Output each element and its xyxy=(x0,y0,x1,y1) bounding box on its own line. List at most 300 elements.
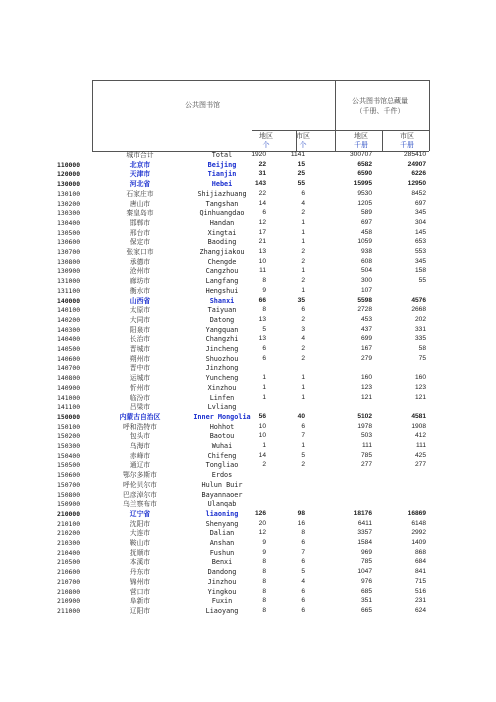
table-row xyxy=(0,499,496,509)
libraries-city-level: 9 xyxy=(262,539,266,546)
table-row xyxy=(0,354,496,364)
region-name-en: Jinzhong xyxy=(205,364,239,373)
region-code: 210200 xyxy=(57,529,81,538)
region-name-cn: 长治市 xyxy=(129,335,151,344)
region-name-en: Baotou xyxy=(209,432,235,441)
libraries-city-level: 11 xyxy=(259,267,266,275)
libraries-county-level: 6 xyxy=(301,306,305,314)
libraries-city-level: 10 xyxy=(258,432,266,440)
libraries-county-level: 1 xyxy=(301,218,305,226)
collection-city-level: 6590 xyxy=(357,170,372,178)
table-row xyxy=(0,519,496,529)
region-name-en: Benxi xyxy=(211,558,233,567)
collection-county-level: 8452 xyxy=(411,189,426,197)
collection-city-level: 277 xyxy=(360,461,372,469)
region-code: 150200 xyxy=(57,432,81,441)
table-row xyxy=(0,286,496,296)
region-name-en: Chifeng xyxy=(207,451,237,460)
table-row xyxy=(0,363,496,373)
region-name-en: Hulun Buir xyxy=(201,480,243,489)
region-name-cn: 鄂尔多斯市 xyxy=(123,471,157,480)
table-row xyxy=(0,199,496,209)
region-name-cn: 唐山市 xyxy=(129,199,151,208)
libraries-county-level: 4 xyxy=(301,335,305,343)
header-libraries: 公共图书馆 xyxy=(185,101,220,109)
region-code: 140200 xyxy=(57,315,81,324)
header-subdivider-2 xyxy=(382,130,383,151)
libraries-city-level: 8 xyxy=(262,597,266,605)
region-name-cn: 河北省 xyxy=(129,180,151,189)
region-code: 150500 xyxy=(57,461,81,470)
region-name-cn: 阳泉市 xyxy=(129,325,151,334)
region-code: 130300 xyxy=(57,209,81,218)
region-name-en: Yingkou xyxy=(207,587,237,596)
collection-city-level: 6411 xyxy=(357,519,372,527)
region-name-en: Shuozhou xyxy=(205,354,239,363)
libraries-city-level: 66 xyxy=(258,296,266,304)
region-name-en: Liaoyang xyxy=(205,606,239,615)
collection-city-level: 1047 xyxy=(357,568,372,576)
libraries-city-level: 2 xyxy=(262,461,266,469)
table-row xyxy=(0,441,496,451)
region-code: 140400 xyxy=(57,335,81,344)
collection-city-level: 279 xyxy=(360,354,372,362)
collection-city-level: 1978 xyxy=(357,422,372,430)
region-name-cn: 城市合计 xyxy=(126,151,154,159)
region-name-cn: 辽宁省 xyxy=(129,509,151,518)
collection-city-level: 107 xyxy=(360,286,372,294)
region-name-en: Hengshui xyxy=(205,286,239,295)
collection-city-level: 123 xyxy=(360,383,372,391)
region-name-en: Tianjin xyxy=(207,170,237,179)
region-name-cn: 鞍山市 xyxy=(129,539,151,547)
region-name-cn: 乌海市 xyxy=(129,442,151,450)
table-row xyxy=(0,373,496,383)
region-name-en: Datong xyxy=(209,315,235,324)
collection-city-level: 504 xyxy=(360,267,372,275)
region-code: 150400 xyxy=(57,451,81,460)
region-name-cn: 衡水市 xyxy=(129,286,151,295)
region-name-en: Erdos xyxy=(211,471,233,480)
region-code: 210500 xyxy=(57,558,81,567)
collection-city-level: 5102 xyxy=(357,412,372,420)
region-name-en: Lvliang xyxy=(207,403,237,412)
libraries-county-level: 4 xyxy=(301,577,305,585)
region-code: 110000 xyxy=(57,160,81,169)
collection-county-level: 111 xyxy=(415,442,426,449)
libraries-county-level: 1 xyxy=(301,383,305,391)
libraries-city-level: 8 xyxy=(262,568,266,576)
collection-city-level: 300 xyxy=(360,277,372,285)
region-code: 130000 xyxy=(57,180,81,189)
libraries-city-level: 8 xyxy=(262,558,266,566)
collection-county-level: 4581 xyxy=(411,412,426,420)
region-code: 140000 xyxy=(57,296,81,305)
libraries-county-level: 7 xyxy=(301,432,305,440)
region-name-cn: 运城市 xyxy=(129,374,151,383)
region-name-cn: 吕梁市 xyxy=(129,403,151,412)
table-row xyxy=(0,577,496,587)
region-code: 120000 xyxy=(57,170,81,179)
collection-city-level: 437 xyxy=(360,325,372,333)
libraries-county-level: 4 xyxy=(301,199,305,207)
collection-city-level: 697 xyxy=(360,218,372,226)
region-name-cn: 秦皇岛市 xyxy=(126,209,154,218)
libraries-city-level: 1 xyxy=(262,442,266,449)
region-code: 130700 xyxy=(57,248,81,256)
libraries-city-level: 21 xyxy=(258,238,266,246)
region-name-en: Linfen xyxy=(209,393,235,402)
region-name-en: Shijiazhuang xyxy=(197,189,247,198)
region-name-en: Baoding xyxy=(207,238,237,247)
region-name-cn: 天津市 xyxy=(129,170,151,179)
collection-county-level: 285410 xyxy=(403,151,426,158)
collection-county-level: 24907 xyxy=(407,160,426,168)
collection-city-level: 9530 xyxy=(357,189,372,197)
sub-header-county-2: 市区 xyxy=(400,132,414,140)
region-name-en: Beijing xyxy=(207,160,237,169)
region-code: 150900 xyxy=(57,500,81,509)
libraries-city-level: 22 xyxy=(258,160,266,168)
libraries-city-level: 14 xyxy=(258,451,266,459)
libraries-city-level: 14 xyxy=(258,199,266,207)
collection-county-level: 653 xyxy=(414,238,426,246)
region-name-cn: 临汾市 xyxy=(129,393,151,402)
collection-county-level: 304 xyxy=(414,218,426,226)
region-name-en: Wuhai xyxy=(211,442,233,450)
region-name-cn: 通辽市 xyxy=(129,461,151,470)
collection-county-level: 12950 xyxy=(407,180,426,188)
collection-city-level: 665 xyxy=(360,606,372,614)
libraries-city-level: 8 xyxy=(262,306,266,314)
collection-county-level: 553 xyxy=(414,248,426,255)
table-row xyxy=(0,596,496,606)
libraries-city-level: 1 xyxy=(262,383,266,391)
region-name-cn: 呼和浩特市 xyxy=(123,422,157,431)
region-name-en: Chengde xyxy=(207,257,237,266)
sub-header-city-1: 地区 xyxy=(259,132,273,140)
libraries-city-level: 12 xyxy=(258,529,266,537)
region-code: 150800 xyxy=(57,490,81,499)
collection-city-level: 2728 xyxy=(357,306,372,314)
libraries-county-level: 16 xyxy=(297,519,305,527)
collection-city-level: 121 xyxy=(360,393,372,401)
region-name-en: Dalian xyxy=(209,529,235,538)
libraries-city-level: 6 xyxy=(262,345,266,352)
table-row xyxy=(0,606,496,616)
table-row xyxy=(0,538,496,548)
sub-header-city-2: 地区 xyxy=(354,132,368,140)
libraries-city-level: 56 xyxy=(258,412,266,420)
region-name-cn: 邯郸市 xyxy=(129,218,151,227)
region-name-cn: 沈阳市 xyxy=(129,519,151,528)
table-row xyxy=(0,247,496,257)
collection-county-level: 345 xyxy=(414,257,426,265)
region-code: 140900 xyxy=(57,383,81,392)
table-row xyxy=(0,528,496,538)
unit-volumes-2: 千册 xyxy=(400,141,414,149)
region-name-en: Hohhot xyxy=(209,422,235,431)
region-name-en: liaoning xyxy=(205,509,239,518)
region-name-cn: 阜新市 xyxy=(129,597,151,606)
libraries-city-level: 20 xyxy=(258,519,266,527)
region-code: 210700 xyxy=(57,577,81,586)
libraries-county-level: 6 xyxy=(301,606,305,614)
libraries-city-level: 8 xyxy=(262,577,266,585)
table-row xyxy=(0,179,496,189)
collection-county-level: 145 xyxy=(414,228,426,236)
collection-county-level: 516 xyxy=(414,587,426,595)
region-code: 130500 xyxy=(57,228,81,237)
region-name-en: Bayannaoer xyxy=(201,490,243,499)
libraries-city-level: 10 xyxy=(258,257,266,265)
region-name-cn: 锦州市 xyxy=(129,577,151,586)
region-name-cn: 廊坊市 xyxy=(129,277,151,286)
collection-county-level: 2668 xyxy=(411,306,426,314)
region-name-en: Qinhuangdao xyxy=(199,209,245,218)
libraries-county-level: 2 xyxy=(301,461,305,469)
table-row xyxy=(0,480,496,490)
region-name-en: Yuncheng xyxy=(205,374,239,383)
libraries-county-level: 6 xyxy=(301,539,305,546)
table-row xyxy=(0,557,496,567)
collection-county-level: 335 xyxy=(414,335,426,343)
libraries-city-level: 13 xyxy=(258,248,266,255)
region-name-cn: 承德市 xyxy=(129,257,151,266)
libraries-city-level: 8 xyxy=(262,587,266,595)
table-row xyxy=(0,548,496,558)
table-row xyxy=(0,334,496,344)
region-code: 140800 xyxy=(57,374,81,383)
table-row xyxy=(0,431,496,441)
region-code: 210300 xyxy=(57,539,81,547)
collection-city-level: 1205 xyxy=(357,199,372,207)
region-name-en: Fushun xyxy=(209,548,235,557)
collection-county-level: 697 xyxy=(414,199,426,207)
region-name-en: Tongliao xyxy=(205,461,239,470)
table-row xyxy=(0,325,496,335)
libraries-city-level: 126 xyxy=(254,509,266,517)
collection-city-level: 699 xyxy=(360,335,372,343)
libraries-county-level: 1 xyxy=(301,228,305,236)
libraries-county-level: 15 xyxy=(297,160,305,168)
libraries-city-level: 8 xyxy=(262,606,266,614)
region-name-en: Cangzhou xyxy=(205,267,239,276)
libraries-county-level: 1 xyxy=(301,442,305,449)
collection-county-level: 6226 xyxy=(411,170,426,178)
collection-county-level: 277 xyxy=(414,461,426,469)
region-code: 130100 xyxy=(57,189,81,198)
collection-city-level: 453 xyxy=(360,315,372,323)
libraries-county-level: 7 xyxy=(301,548,305,556)
region-name-cn: 丹东市 xyxy=(129,568,151,577)
libraries-county-level: 2 xyxy=(301,209,305,217)
region-code: 140100 xyxy=(57,306,81,315)
table-row xyxy=(0,208,496,218)
header-border-left xyxy=(92,80,93,151)
collection-city-level: 589 xyxy=(360,209,372,217)
region-code: 130800 xyxy=(57,257,81,266)
header-border-middle xyxy=(335,80,336,151)
region-name-cn: 乌兰察布市 xyxy=(123,500,157,509)
table-row xyxy=(0,305,496,315)
region-name-cn: 太原市 xyxy=(129,306,151,315)
collection-county-level: 412 xyxy=(414,432,426,440)
region-name-cn: 营口市 xyxy=(129,587,151,596)
region-code: 210900 xyxy=(57,597,81,606)
region-code: 150300 xyxy=(57,442,81,450)
table-row xyxy=(0,451,496,461)
table-row xyxy=(0,228,496,238)
header-border-top xyxy=(92,80,429,81)
collection-city-level: 15995 xyxy=(353,180,372,188)
collection-city-level: 1059 xyxy=(357,238,372,246)
libraries-county-level: 2 xyxy=(301,277,305,285)
region-code: 131100 xyxy=(57,286,81,295)
region-name-en: Total xyxy=(211,151,233,159)
table-row xyxy=(0,276,496,286)
collection-county-level: 1409 xyxy=(411,539,426,546)
region-name-en: Anshan xyxy=(209,539,235,547)
table-row xyxy=(0,344,496,354)
table-row xyxy=(0,412,496,422)
region-name-en: Yangquan xyxy=(205,325,239,334)
collection-city-level: 785 xyxy=(360,451,372,459)
table-row xyxy=(0,509,496,519)
libraries-city-level: 1920 xyxy=(251,151,266,158)
region-name-cn: 忻州市 xyxy=(129,383,151,392)
region-name-en: Inner Mongolia xyxy=(193,412,251,421)
collection-city-level: 5598 xyxy=(357,296,372,304)
collection-city-level: 18176 xyxy=(353,509,372,517)
libraries-county-level: 35 xyxy=(297,296,305,304)
region-code: 130600 xyxy=(57,238,81,247)
table-row xyxy=(0,567,496,577)
collection-county-level: 160 xyxy=(414,374,426,382)
table-row xyxy=(0,587,496,597)
libraries-city-level: 143 xyxy=(254,180,266,188)
collection-city-level: 3357 xyxy=(357,529,372,537)
table-row xyxy=(0,422,496,432)
region-name-en: Tangshan xyxy=(205,199,239,208)
libraries-county-level: 55 xyxy=(297,180,305,188)
collection-county-level: 55 xyxy=(418,277,426,285)
collection-city-level: 167 xyxy=(360,345,372,352)
region-code: 130200 xyxy=(57,199,81,208)
region-code: 140600 xyxy=(57,354,81,363)
libraries-city-level: 1 xyxy=(262,374,266,382)
region-name-cn: 大连市 xyxy=(129,529,151,538)
table-row xyxy=(0,460,496,470)
libraries-county-level: 2 xyxy=(301,315,305,323)
region-name-cn: 石家庄市 xyxy=(126,189,154,198)
region-code: 150700 xyxy=(57,480,81,489)
libraries-county-level: 2 xyxy=(301,248,305,255)
libraries-county-level: 98 xyxy=(297,509,305,517)
header-collection xyxy=(340,96,420,116)
region-code: 210100 xyxy=(57,519,81,528)
region-name-cn: 张家口市 xyxy=(126,248,154,256)
collection-county-level: 624 xyxy=(414,606,426,614)
table-row xyxy=(0,218,496,228)
collection-county-level: 425 xyxy=(414,451,426,459)
libraries-city-level: 12 xyxy=(258,218,266,226)
region-name-en: Xinzhou xyxy=(207,383,237,392)
collection-county-level: 58 xyxy=(418,345,426,352)
region-name-en: Xingtai xyxy=(207,228,237,237)
region-code: 141000 xyxy=(57,393,81,402)
region-name-en: Zhangjiakou xyxy=(199,248,245,256)
region-code: 140300 xyxy=(57,325,81,334)
libraries-county-level: 5 xyxy=(301,568,305,576)
libraries-city-level: 5 xyxy=(262,325,266,333)
region-name-cn: 保定市 xyxy=(129,238,151,247)
region-name-en: Langfang xyxy=(205,277,239,286)
table-row xyxy=(0,257,496,267)
libraries-city-level: 13 xyxy=(258,315,266,323)
libraries-county-level: 6 xyxy=(301,422,305,430)
libraries-county-level: 25 xyxy=(297,170,305,178)
collection-city-level: 969 xyxy=(360,548,372,556)
table-row xyxy=(0,315,496,325)
collection-city-level: 503 xyxy=(360,432,372,440)
collection-city-level: 685 xyxy=(360,587,372,595)
region-name-en: Ulanqab xyxy=(207,500,237,509)
collection-county-level: 868 xyxy=(414,548,426,556)
region-code: 140500 xyxy=(57,345,81,353)
table-row xyxy=(0,402,496,412)
region-name-cn: 巴彦淖尔市 xyxy=(123,490,157,499)
region-name-cn: 内蒙古自治区 xyxy=(119,412,161,421)
collection-city-level: 938 xyxy=(360,248,372,255)
region-name-en: Fuxin xyxy=(211,597,233,606)
collection-county-level: 121 xyxy=(414,393,426,401)
libraries-county-level: 1 xyxy=(301,374,305,382)
region-code: 141100 xyxy=(57,403,81,412)
region-name-en: Taiyuan xyxy=(207,306,237,315)
table-row xyxy=(0,237,496,247)
collection-city-level: 458 xyxy=(360,228,372,236)
region-code: 150100 xyxy=(57,422,81,431)
region-code: 211000 xyxy=(57,606,81,615)
libraries-city-level: 10 xyxy=(258,422,266,430)
collection-county-level: 345 xyxy=(414,209,426,217)
table-row xyxy=(0,160,496,170)
libraries-city-level: 31 xyxy=(258,170,266,178)
collection-county-level: 331 xyxy=(414,325,426,333)
region-code: 210000 xyxy=(57,509,81,518)
libraries-county-level: 1 xyxy=(301,238,305,246)
region-name-en: Changzhi xyxy=(205,335,239,344)
libraries-county-level: 5 xyxy=(301,451,305,459)
libraries-county-level: 1141 xyxy=(290,151,305,158)
region-name-cn: 赤峰市 xyxy=(129,451,151,460)
region-name-cn: 山西省 xyxy=(129,296,151,305)
region-name-en: Dandong xyxy=(207,568,237,577)
header-collection-line2: （千册、千件） xyxy=(355,107,405,115)
collection-county-level: 231 xyxy=(414,597,426,605)
region-name-en: Jinzhou xyxy=(207,577,237,586)
region-name-cn: 大同市 xyxy=(129,315,151,324)
libraries-city-level: 1 xyxy=(262,393,266,401)
region-name-en: Shanxi xyxy=(209,296,235,305)
libraries-county-level: 1 xyxy=(301,393,305,401)
region-name-en: Shenyang xyxy=(205,519,239,528)
sub-header-county-1: 市区 xyxy=(296,132,310,140)
collection-county-level: 4576 xyxy=(411,296,426,304)
collection-county-level: 715 xyxy=(414,577,426,585)
collection-city-level: 6582 xyxy=(357,160,372,168)
